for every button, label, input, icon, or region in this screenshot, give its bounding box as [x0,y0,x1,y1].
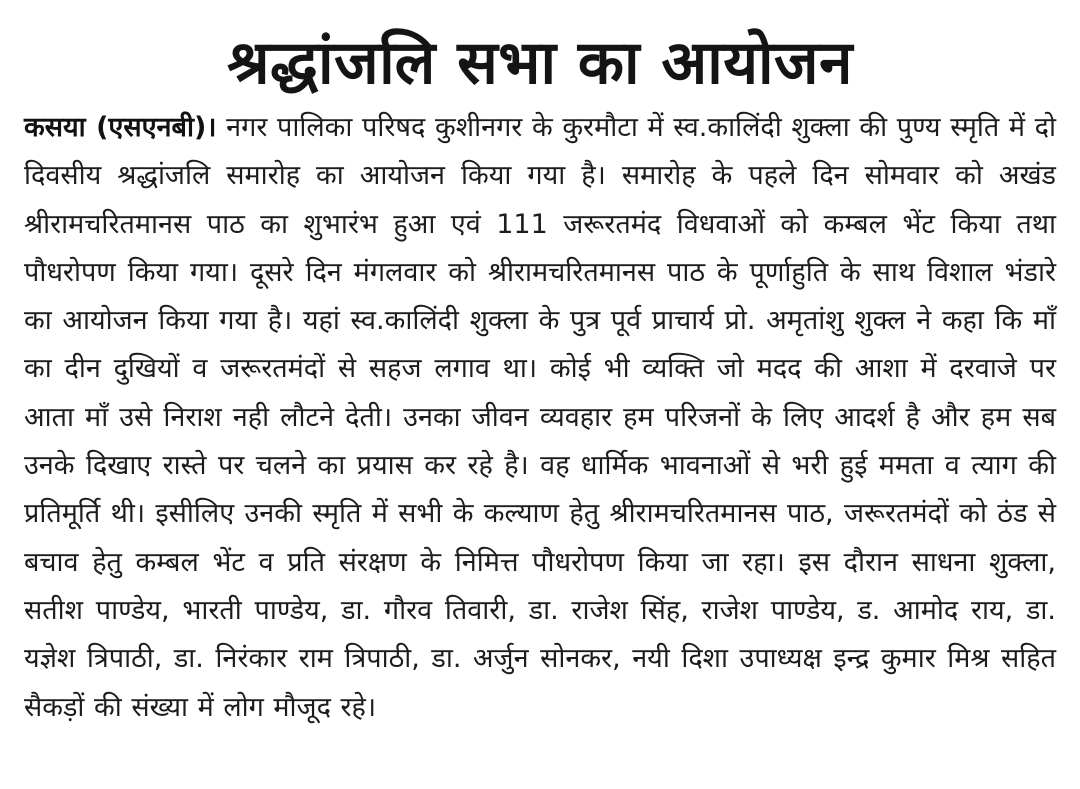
article-body-text: नगर पालिका परिषद कुशीनगर के कुरमौटा में स्व.कालिंदी शुक्ला की पुण्य स्मृति में दो दिवसीय श्रद्धांजलि समारोह का आयोजन किया गया है। समारोह के पहले दिन सोमवार को अखंड श्रीरामचरितमानस पाठ का शुभारंभ हुआ एवं 111 जरूरतमंद विधवाओं को कम्बल भेंट किया तथा पौधरोपण किया गया। दूसरे दिन मंगलवार को श्रीरामचरितमानस पाठ के पूर्णाहुति के साथ विशाल भंडारे का आयोजन किया गया है। यहां स्व.कालिंदी शुक्ला के पुत्र पूर्व प्राचार्य प्रो. अमृतांशु शुक्ल ने कहा कि माँ का दीन दुखियों व जरूरतमंदों से सहज लगाव था। कोई भी व्यक्ति जो मदद की आशा में दरवाजे पर आता माँ उसे निराश नही लौटने देती। उनका जीवन व्यवहार हम परिजनों के लिए आदर्श है और हम सब उनके दिखाए रास्ते पर चलने का प्रयास कर रहे है। वह धार्मिक भावनाओं से भरी हुई ममता व त्याग की प्रतिमूर्ति थी। इसीलिए उनकी स्मृति में सभी के कल्याण हेतु श्रीरामचरितमानस पाठ, जरूरतमंदों को ठंड से बचाव हेतु कम्बल भेंट व प्रति संरक्षण के निमित्त पौधरोपण किया जा रहा। इस दौरान साधना शुक्ला, सतीश पाण्डेय, भारती पाण्डेय, डा. गौरव तिवारी, डा. राजेश सिंह, राजेश पाण्डेय, ड. आमोद राय, डा. यज्ञेश त्रिपाठी, डा. निरंकार राम त्रिपाठी, डा. अर्जुन सोनकर, नयी दिशा उपाध्यक्ष इन्द्र कुमार मिश्र सहित सैकड़ों की संख्या में लोग मौजूद रहे। [24,112,1056,723]
article-body [24,104,1056,732]
article-headline: श्रद्धांजलि सभा का आयोजन [227,28,853,98]
article-dateline: कसया (एसएनबी)। [24,112,217,143]
